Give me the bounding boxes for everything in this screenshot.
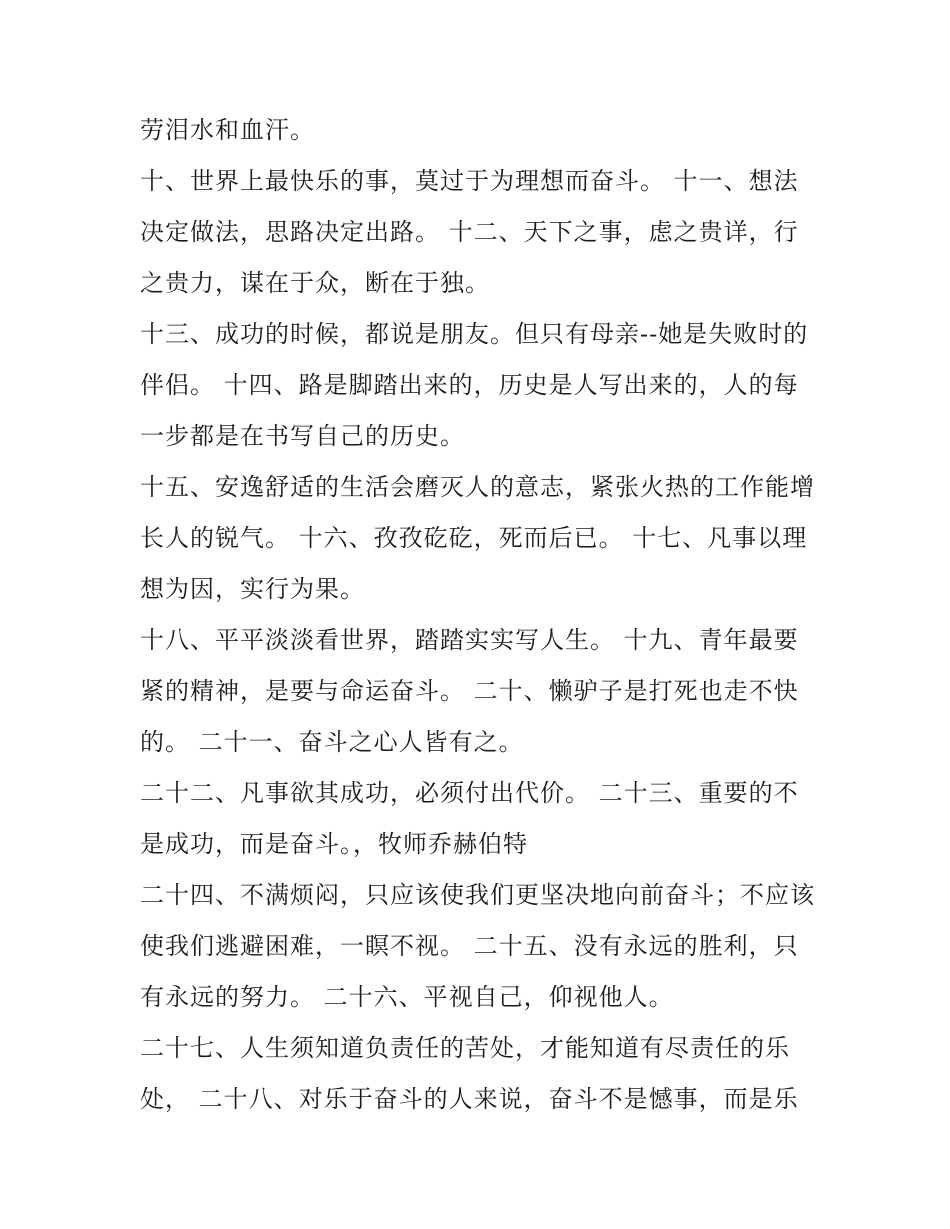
text-line: 的。 二十一、奋斗之心人皆有之。 xyxy=(140,728,524,756)
text-line: 有永远的努力。 二十六、平视自己，仰视他人。 xyxy=(140,983,674,1011)
text-line: 二十四、不满烦闷，只应该使我们更坚决地向前奋斗；不应该 xyxy=(140,881,815,909)
text-line: 是成功，而是奋斗。，牧师乔赫伯特 xyxy=(140,830,528,858)
text-line: 二十七、人生须知道负责任的苦处，才能知道有尽责任的乐 xyxy=(140,1034,790,1062)
text-line: 十八、平平淡淡看世界，踏踏实实写人生。 十九、青年最要 xyxy=(140,626,799,654)
document-body xyxy=(140,105,820,1125)
text-line: 二十二、凡事欲其成功，必须付出代价。 二十三、重要的不 xyxy=(140,779,799,807)
text-line: 处， 二十八、对乐于奋斗的人来说，奋斗不是憾事，而是乐 xyxy=(140,1085,799,1113)
text-line: 决定做法，思路决定出路。 十二、天下之事，虑之贵详，行 xyxy=(140,218,799,246)
text-line: 长人的锐气。 十六、孜孜矻矻，死而后已。 十七、凡事以理 xyxy=(140,524,808,552)
text-line: 使我们逃避困难，一瞑不视。 二十五、没有永远的胜利，只 xyxy=(140,932,799,960)
text-line: 之贵力，谋在于众，断在于独。 xyxy=(140,269,490,297)
text-line: 十三、成功的时候，都说是朋友。但只有母亲--她是失败时的 xyxy=(140,320,809,348)
text-line: 紧的精神，是要与命运奋斗。 二十、懒驴子是打死也走不快 xyxy=(140,677,799,705)
text-line: 想为因，实行为果。 xyxy=(140,575,365,603)
text-line: 伴侣。 十四、路是脚踏出来的，历史是人写出来的，人的每 xyxy=(140,371,799,399)
text-line: 十五、安逸舒适的生活会磨灭人的意志，紧张火热的工作能增 xyxy=(140,473,815,501)
text-line: 十、世界上最快乐的事，莫过于为理想而奋斗。 十一、想法 xyxy=(140,167,799,195)
text-line: 劳泪水和血汗。 xyxy=(140,116,315,144)
text-line: 一步都是在书写自己的历史。 xyxy=(140,422,465,450)
